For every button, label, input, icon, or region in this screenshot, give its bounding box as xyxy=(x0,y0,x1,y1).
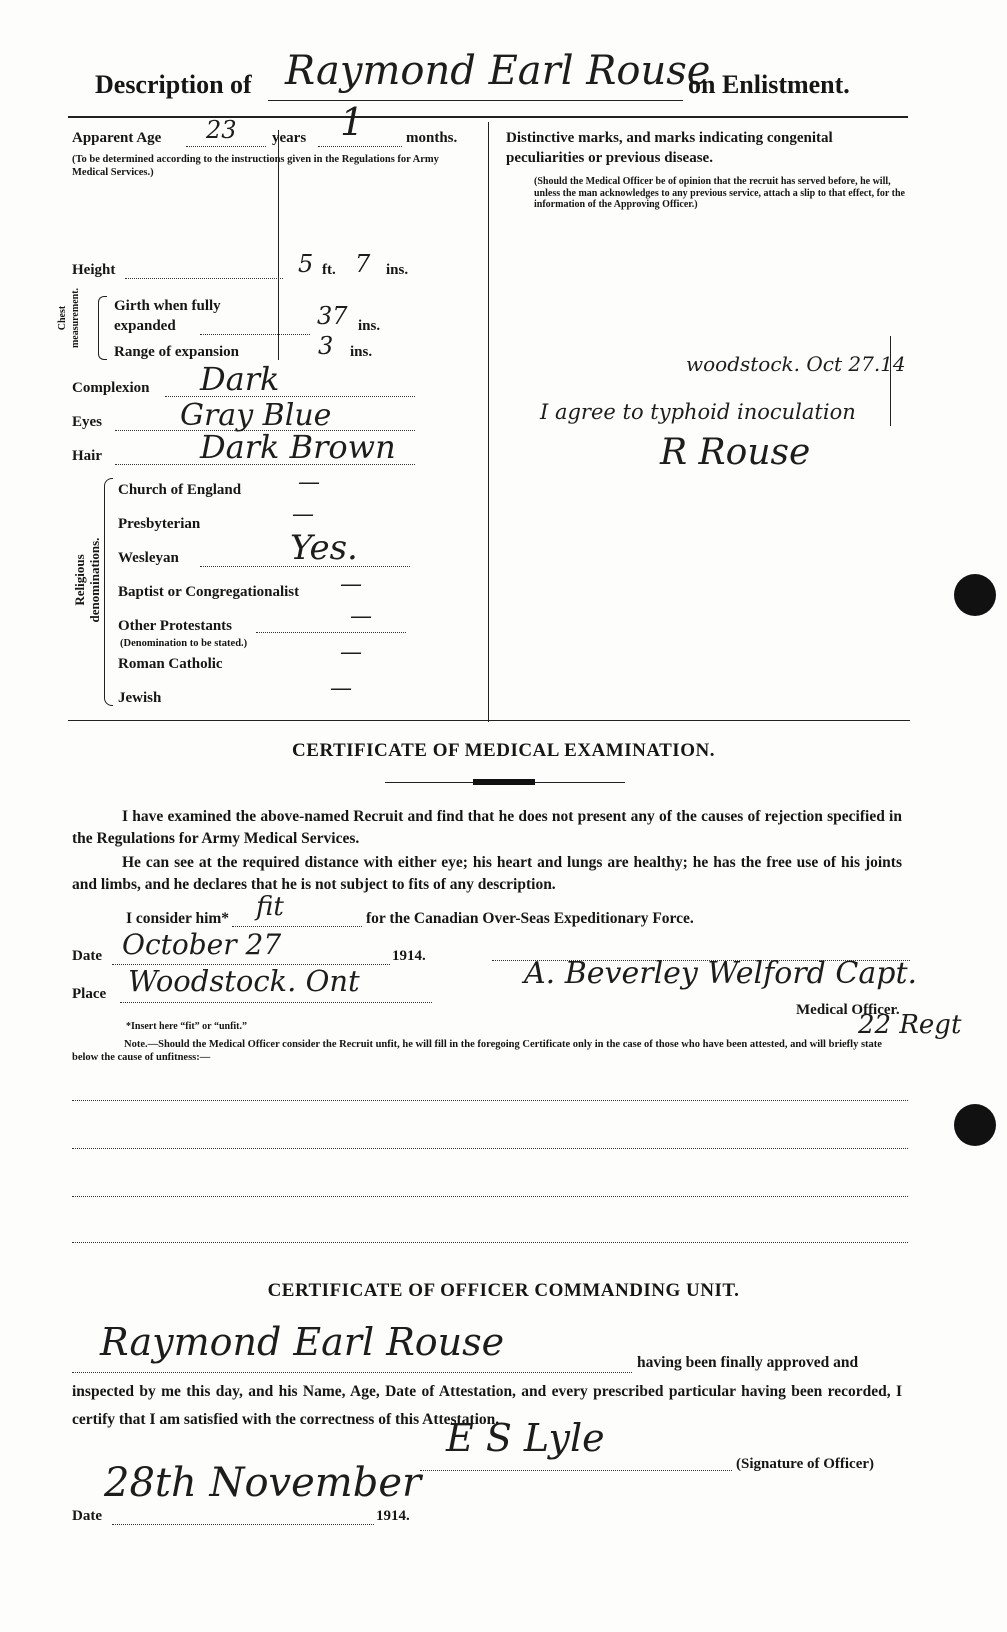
eyes-label: Eyes xyxy=(72,414,102,430)
girth-label: Girth when fully expanded xyxy=(114,298,221,334)
height-dots xyxy=(125,278,283,279)
religion-label-5: Roman Catholic xyxy=(118,656,223,672)
medical-year: 1914. xyxy=(392,948,426,964)
religion-brace xyxy=(104,478,113,706)
age-years-dots xyxy=(186,146,266,147)
girth-value: 37 xyxy=(317,302,348,330)
medical-place-label: Place xyxy=(72,986,107,1002)
age-years-value: 23 xyxy=(206,116,237,144)
officer-cert-text-line1: having been finally approved and xyxy=(637,1354,859,1371)
religion-value-5: — xyxy=(340,640,362,665)
religion-value-2: Yes. xyxy=(290,528,358,568)
unfitness-line-3 xyxy=(72,1196,908,1197)
religion-label-6: Jewish xyxy=(118,690,162,706)
religion-value-3: — xyxy=(340,572,362,597)
medical-title-rule-mark xyxy=(473,779,535,785)
punch-hole-top xyxy=(954,574,996,616)
medical-officer-signature: A. Beverley Welford Capt. xyxy=(524,956,918,991)
recruit-name: Raymond Earl Rouse xyxy=(285,48,711,94)
header-rule xyxy=(68,116,908,118)
expeditionary-force-label: for the Canadian Over-Seas Expeditionary Force. xyxy=(366,910,694,927)
distinctive-margin-line xyxy=(890,336,891,426)
complexion-value: Dark xyxy=(200,360,280,398)
medical-paragraph-1: I have examined the above-named Recruit and find that he does not present any of the causes of rejection specified in the Regulations for Army Medical Services. xyxy=(72,808,902,847)
typhoid-consent: I agree to typhoid inoculation xyxy=(540,400,856,424)
girth-dots xyxy=(200,334,310,335)
officer-date-value: 28th November xyxy=(104,1460,422,1506)
medical-date-value: October 27 xyxy=(122,928,282,961)
header-suffix: on Enlistment. xyxy=(688,70,850,99)
years-label: years xyxy=(272,130,307,146)
religion-section-label: Religious denominations. xyxy=(72,537,102,623)
height-in-value: 7 xyxy=(355,250,371,278)
height-ft-value: 5 xyxy=(298,250,314,278)
distinctive-place-date: woodstock. Oct 27.14 xyxy=(686,352,906,376)
officer-date-label: Date xyxy=(72,1508,102,1524)
range-label: Range of expansion xyxy=(114,344,240,360)
unfitness-line-4 xyxy=(72,1242,908,1243)
officer-date-year: 1914. xyxy=(376,1508,410,1524)
commanding-officer-signature: E S Lyle xyxy=(446,1416,605,1460)
religion-label-3: Baptist or Congregationalist xyxy=(118,584,300,600)
section-divider xyxy=(68,720,910,721)
religion-value-1: — xyxy=(292,502,314,527)
unfitness-line-1 xyxy=(72,1100,908,1101)
consider-dots xyxy=(232,926,362,927)
officer-cert-recruit-name: Raymond Earl Rouse xyxy=(100,1320,505,1364)
medical-officer-label: Medical Officer. xyxy=(796,1002,900,1018)
chest-brace xyxy=(98,296,107,360)
religion-value-6: — xyxy=(330,676,352,701)
recruit-signature: R Rouse xyxy=(660,432,811,473)
main-column-divider xyxy=(488,122,489,722)
chest-label: Chest measurement. xyxy=(57,287,81,349)
officer-cert-text: inspected by me this day, and his Name, Age, Date of Attestation, and every prescribed particular having been recorded, I certify that I am satisfied with the correctness of this Attestation. xyxy=(72,1383,902,1428)
fitness-value: fit xyxy=(256,892,284,922)
medical-certificate-title: CERTIFICATE OF MEDICAL EXAMINATION. xyxy=(292,740,715,761)
medical-place-dots xyxy=(120,1002,432,1003)
religion-label-2: Wesleyan xyxy=(118,550,179,566)
religion-value-4: — xyxy=(350,604,372,629)
officer-date-dots xyxy=(112,1524,374,1525)
height-label: Height xyxy=(72,262,116,278)
complexion-label: Complexion xyxy=(72,380,150,396)
distinctive-marks-title: Distinctive marks, and marks indicating congenital peculiarities or previous disease. xyxy=(506,130,833,166)
religion-value-0: — xyxy=(298,470,320,495)
name-underline xyxy=(268,100,683,101)
hair-label: Hair xyxy=(72,448,102,464)
medical-place-value: Woodstock. Ont xyxy=(128,964,360,998)
medical-date-label: Date xyxy=(72,948,102,964)
medical-paragraph-2: He can see at the required distance with either eye; his heart and lungs are healthy; he has the free use of his joints and limbs, and he declares that he is not subject to fits of any description. xyxy=(72,854,902,893)
unfitness-line-2 xyxy=(72,1148,908,1149)
age-months-value: 1 xyxy=(340,100,365,144)
apparent-age-label: Apparent Age xyxy=(72,130,162,146)
unfitness-note: Note.—Should the Medical Officer consider the Recruit unfit, he will fill in the foregoing Certificate only in the case of those who have been attested, and will briefly state below the cause of unfitness:— xyxy=(72,1039,882,1063)
consider-label: I consider him* xyxy=(126,910,230,927)
religion-label-1: Presbyterian xyxy=(118,516,201,532)
religion-label-4: Other Protestants xyxy=(118,618,233,634)
fit-unfit-note: *Insert here “fit” or “unfit.” xyxy=(126,1021,248,1032)
officer-signature-dots xyxy=(420,1470,732,1471)
header-prefix: Description of xyxy=(95,70,252,99)
girth-unit: ins. xyxy=(358,318,381,334)
punch-hole-bottom xyxy=(954,1104,996,1146)
height-ins-label: ins. xyxy=(386,262,409,278)
other-denomination-note: (Denomination to be stated.) xyxy=(120,638,248,649)
range-value: 3 xyxy=(318,332,334,360)
range-unit: ins. xyxy=(350,344,373,360)
ft-label: ft. xyxy=(322,262,336,278)
eyes-value: Gray Blue xyxy=(180,398,332,433)
months-label: months. xyxy=(406,130,458,146)
officer-certificate-title: CERTIFICATE OF OFFICER COMMANDING UNIT. xyxy=(267,1280,740,1301)
religion-label-0: Church of England xyxy=(118,482,242,498)
other-protestants-dots xyxy=(256,632,406,633)
hair-value: Dark Brown xyxy=(200,428,396,466)
medical-officer-regiment: 22 Regt xyxy=(858,1010,962,1040)
age-note: (To be determined according to the instructions given in the Regulations for Army Medical Services.) xyxy=(72,154,439,178)
officer-cert-name-dots xyxy=(72,1372,632,1373)
signature-of-officer-label: (Signature of Officer) xyxy=(736,1456,875,1472)
age-months-dots xyxy=(318,146,402,147)
distinctive-marks-note: (Should the Medical Officer be of opinion that the recruit has served before, he will, unless the man acknowledges to any previous service, attach a slip to that effect, for the information of the Approving Officer.) xyxy=(534,176,905,210)
